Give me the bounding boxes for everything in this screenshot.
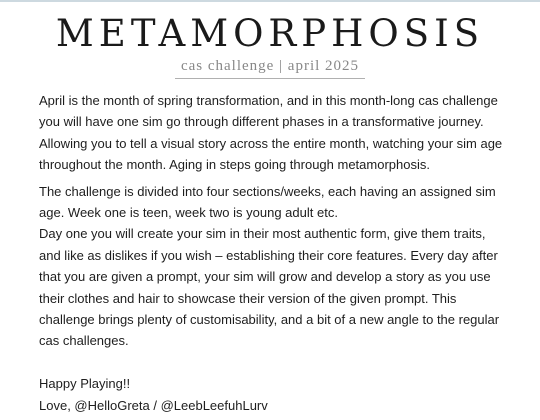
spacer xyxy=(39,352,509,373)
signature-text: Love, @HelloGreta / @LeebLeefuhLurv xyxy=(39,397,268,413)
page-title: METAMORPHOSIS xyxy=(55,12,485,55)
page-subtitle: cas challenge | april 2025 xyxy=(175,57,365,79)
structure-paragraph: The challenge is divided into four sections/weeks, each having an assigned sim age. Week one is teen, week two is young adult etc. xyxy=(39,183,496,221)
instructions-paragraph: Day one you will create your sim in their most authentic form, give them traits, and like as dislikes if you wish – establishing their core features. Every day after that you are given a prompt, your sim will grow and develop a story as you use their clothes and hair to showcase their version of the given prompt. This challenge brings plenty of customisability, and a bit of a new angle to the regular cas challenges. xyxy=(39,226,500,349)
signoff-text: Happy Playing!! xyxy=(39,376,131,392)
subtitle-container xyxy=(0,57,540,79)
challenge-description xyxy=(39,90,509,416)
intro-paragraph: April is the month of spring transformation, and in this month-long cas challenge you will have one sim go through different phases in a transformative journey. Allowing you to tell a visual story across the entire month, watching your sim age throughout the month. Aging in steps going through metamorphosis. xyxy=(39,93,503,173)
